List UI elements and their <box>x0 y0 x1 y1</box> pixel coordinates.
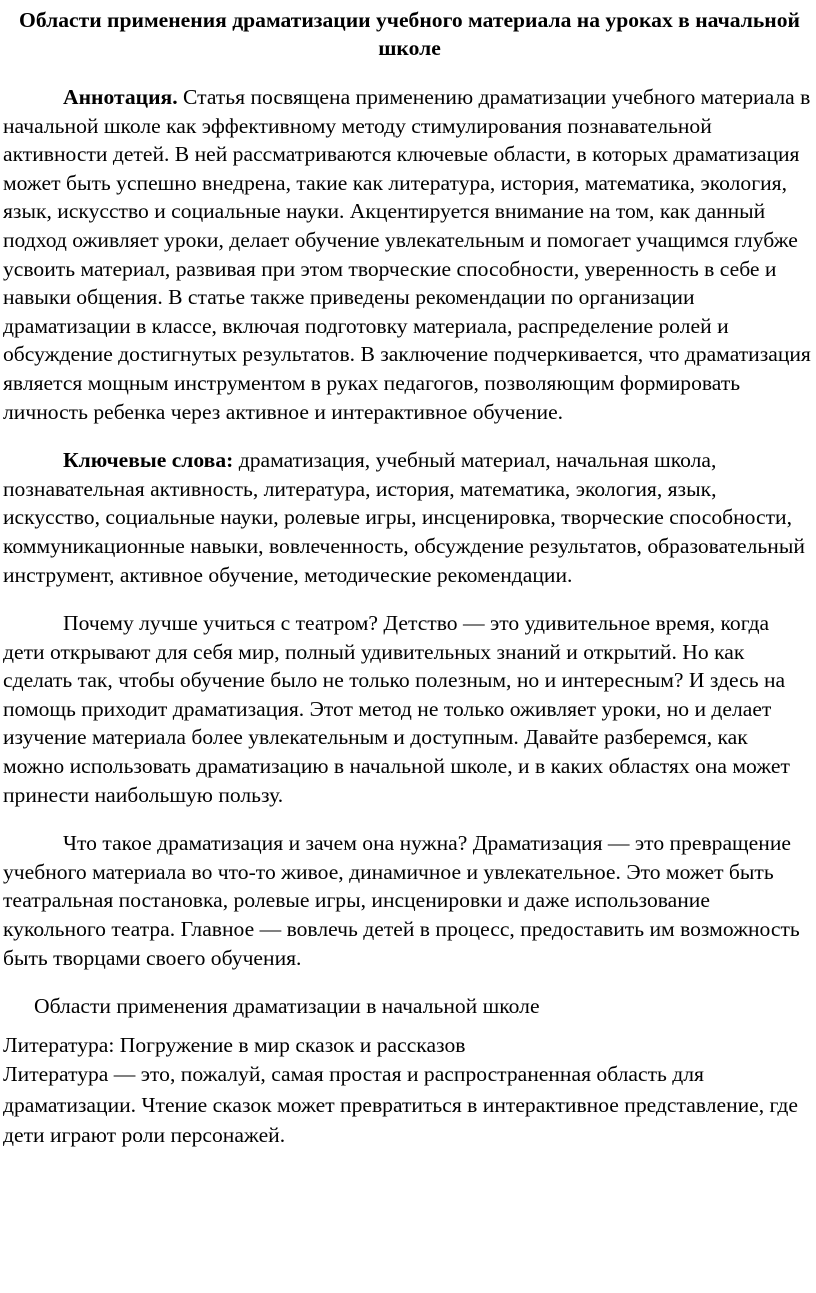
body-paragraph-theatre: Почему лучше учиться с театром? Детство — это удивительное время, когда дети открывают для себя мир, полный удивительных знаний и открытий. Но как сделать так, чтобы обучение было не только полезным, но и интересным? И здесь на помощь приходит драматизация. Этот метод не только оживляет уроки, но и делает изучение материала более увлекательным и доступным. Давайте разберемся, как можно использовать драматизацию в начальной школе, и в каких областях она может принести наибольшую пользу. <box>3 611 790 807</box>
literature-paragraph: Литература — это, пожалуй, самая простая и распространенная область для драматизации. Чтение сказок может превратиться в интерактивное представление, где дети играют роли персонажей. <box>3 1062 798 1148</box>
keywords-label: Ключевые слова: <box>63 448 234 473</box>
keywords-text: драматизация, учебный материал, начальная школа, познавательная активность, литература, история, математика, экология, язык, искусство, социальные науки, ролевые игры, инсценировка, творческие способности, коммуникационные навыки, вовлеченность, обсуждение результатов, образовательный инструмент, активное обучение, методические рекомендации. <box>3 448 805 587</box>
body-paragraph-definition: Что такое драматизация и зачем она нужна? Драматизация — это превращение учебного материала во что-то живое, динамичное и увлекательное. Это может быть театральная постановка, ролевые игры, инсценировки и даже использование кукольного театра. Главное — вовлечь детей в процесс, предоставить им возможность быть творцами своего обучения. <box>3 831 800 970</box>
section-heading: Области применения драматизации в начальной школе <box>34 994 540 1019</box>
keywords-paragraph <box>3 446 816 589</box>
abstract-text: Статья посвящена применению драматизации учебного материала в начальной школе как эффективному методу стимулирования познавательной активности детей. В ней рассматриваются ключевые области, в которых драматизация может быть успешно внедрена, такие как литература, история, математика, экология, язык, искусство и социальные науки. Акцентируется внимание на том, как данный подход оживляет уроки, делает обучение увлекательным и помогает учащимся глубже усвоить материал, развивая при этом творческие способности, уверенность в себе и навыки общения. В статье также приведены рекомендации по организации драматизации в классе, включая подготовку материала, распределение ролей и обсуждение достигнутых результатов. В заключение подчеркивается, что драматизация является мощным инструментом в руках педагогов, позволяющим формировать личность ребенка через активное и интерактивное обучение. <box>3 85 811 424</box>
abstract-label: Аннотация. <box>63 85 178 109</box>
abstract-paragraph <box>3 83 816 426</box>
literature-subheading: Литература: Погружение в мир сказок и рассказов <box>3 1032 466 1057</box>
document-title: Области применения драматизации учебного материала на уроках в начальной школе <box>19 8 800 60</box>
